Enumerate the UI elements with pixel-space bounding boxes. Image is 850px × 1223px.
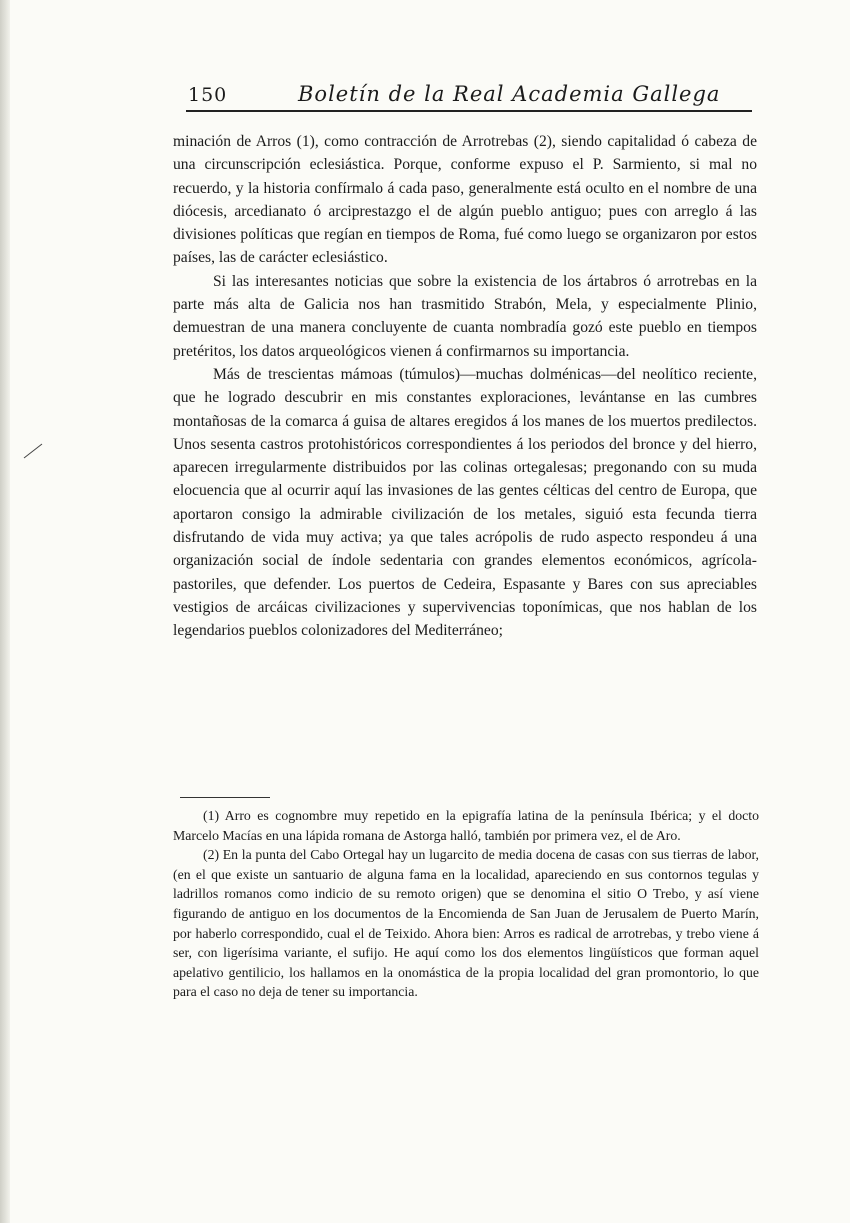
- paragraph: Si las interesantes noticias que sobre la existencia de los ártabros ó arrotrebas en la parte más alta de Galicia nos han trasmitido Strabón, Mela, y especialmente Plinio, demuestran de una manera concluyente de cuanta nombradía gozó este pueblo en tiempos pretéritos, los datos arqueológicos vienen á confirmarnos su importancia.: [173, 272, 757, 360]
- paragraph: minación de Arros (1), como contracción de Arrotrebas (2), siendo capitalidad ó cabeza de una circunscripción eclesiástica. Porque, conforme expuso el P. Sarmiento, si mal no recuerdo, y la historia confírmalo á cada paso, generalmente está oculto en el nombre de una diócesis, arcedianato ó arciprestazgo el de algún pueblo antiguo; pues con arreglo á las divisiones políticas que regían en tiempos de Roma, fué como luego se organizaron por estos países, las de carácter eclesiástico.: [173, 133, 757, 267]
- paragraph: Más de trescientas mámoas (túmulos)—muchas dolménicas—del neolítico reciente, que he logrado descubrir en mis constantes exploraciones, levántanse en las cumbres montañosas de la comarca á guisa de altares eregidos á los manes de los muertos predilectos. Unos sesenta castros protohistóricos correspondientes á los periodos del bronce y del hierro, aparecen irregularmente distribuidos por las colinas ortegalesas; pregonando con su muda elocuencia que al ocurrir aquí las invasiones de las gentes célticas del centro de Europa, que aportaron consigo la admirable civilización de los metales, siguió esta fecunda tierra disfrutando de vida muy activa; ya que tales acrópolis de rudo aspecto respondeu á una organización social de índole sedentaria con grandes elementos económicos, agrícola-pastoriles, que defender. Los puertos de Cedeira, Espasante y Bares con sus apreciables vestigios de arcáicas civilizaciones y supervivencias toponímicas, que nos hablan de los legendarios pueblos colonizadores del Mediterráneo;: [173, 365, 757, 640]
- page-spine-shadow: [0, 0, 10, 1223]
- footnote: (2) En la punta del Cabo Ortegal hay un lugarcito de media docena de casas con sus tierras de labor, (en el que existe un santuario de alguna fama en la localidad, apareciendo en sus contornos tegulas y ladrillos romanos como indicio de su remoto origen) que se denomina el sitio O Trebo, y así viene figurando de antiguo en los documentos de la Encomienda de San Juan de Jerusalem de Puerto Marín, por haberlo correspondido, cual el de Teixido. Ahora bien: Arros es radical de arrotrebas, y trebo viene á ser, con ligerísima variante, el sufijo. He aquí como los dos elementos lingüísticos que forman aquel apelativo gentilicio, los hallamos en la onomástica de la propia localidad del gran promontorio, lo que para el caso no deja de tener su importancia.: [173, 847, 759, 1000]
- footnote: (1) Arro es cognombre muy repetido en la epigrafía latina de la península Ibérica; y el docto Marcelo Macías en una lápida romana de Astorga halló, también por primera vez, el de Aro.: [173, 808, 759, 843]
- main-text: [173, 130, 757, 643]
- footnotes: [173, 806, 759, 1002]
- pencil-mark-icon: [22, 440, 44, 462]
- running-header: [186, 80, 752, 112]
- page-number: 150: [188, 84, 228, 106]
- running-title: Boletín de la Real Academia Gallega: [298, 82, 721, 106]
- footnote-separator: [180, 797, 270, 798]
